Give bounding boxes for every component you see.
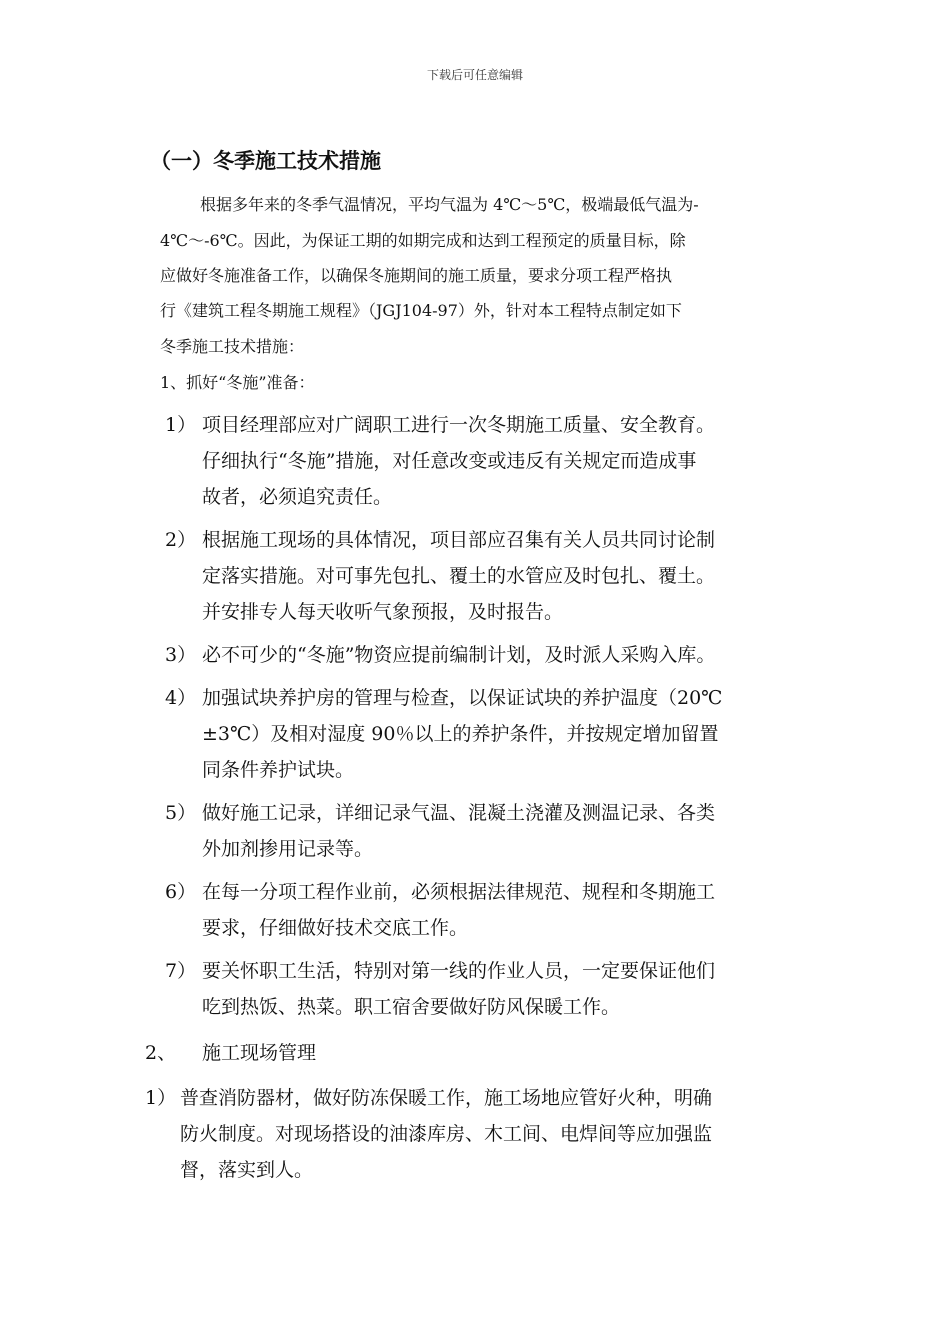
list-item-line: 防火制度。对现场搭设的油漆库房、木工间、电焊间等应加强监	[180, 1123, 713, 1145]
list-item-line: 在每一分项工程作业前，必须根据法律规范、规程和冬期施工	[202, 881, 716, 903]
subsection-number: 2、	[145, 1042, 177, 1064]
subsection-heading: 1、抓好“冬施”准备：	[160, 373, 315, 392]
page-header-note: 下载后可任意编辑	[426, 68, 523, 82]
intro-line: 行《建筑工程冬期施工规程》（JGJ104-97）外，针对本工程特点制定如下	[160, 301, 682, 320]
list-item-line: 普查消防器材，做好防冻保暖工作，施工场地应管好火种，明确	[180, 1087, 713, 1109]
list-item-line: 并安排专人每天收听气象预报，及时报告。	[202, 601, 564, 623]
intro-line: 4℃～-6℃。因此，为保证工期的如期完成和达到工程预定的质量目标，除	[160, 231, 686, 250]
list-item-line: 要关怀职工生活，特别对第一线的作业人员，一定要保证他们	[202, 960, 716, 982]
list-item-line: 要求，仔细做好技术交底工作。	[202, 917, 469, 939]
section-heading: （一）冬季施工技术措施	[150, 149, 381, 173]
list-item-number: 7）	[165, 960, 197, 982]
list-item-line: 定落实措施。对可事先包扎、覆土的水管应及时包扎、覆土。	[202, 565, 716, 587]
list-item-line: 仔细执行“冬施”措施，对任意改变或违反有关规定而造成事	[202, 450, 697, 472]
list-item-number: 5）	[165, 802, 197, 824]
list-item-line: ±3℃）及相对湿度 90％以上的养护条件，并按规定增加留置	[202, 723, 719, 745]
list-item-line: 必不可少的“冬施”物资应提前编制计划，及时派人采购入库。	[202, 644, 716, 666]
list-item-line: 根据施工现场的具体情况，项目部应召集有关人员共同讨论制	[202, 529, 716, 551]
list-item-number: 3）	[165, 644, 197, 666]
intro-line: 冬季施工技术措施：	[160, 337, 305, 356]
intro-line: 应做好冬施准备工作，以确保冬施期间的施工质量，要求分项工程严格执	[160, 266, 673, 285]
subsection-heading: 施工现场管理	[202, 1042, 317, 1064]
intro-line: 根据多年来的冬季气温情况，平均气温为 4℃～5℃，极端最低气温为-	[200, 195, 699, 214]
list-item-line: 项目经理部应对广阔职工进行一次冬期施工质量、安全教育。	[202, 414, 716, 436]
list-item-line: 故者，必须追究责任。	[202, 486, 393, 508]
list-item-number: 1）	[165, 414, 197, 436]
list-item-line: 外加剂掺用记录等。	[202, 838, 374, 860]
list-item-line: 吃到热饭、热菜。职工宿舍要做好防风保暖工作。	[202, 996, 621, 1018]
list-item-line: 做好施工记录，详细记录气温、混凝土浇灌及测温记录、各类	[202, 802, 716, 824]
list-item-number: 4）	[165, 687, 197, 709]
list-item-line: 加强试块养护房的管理与检查，以保证试块的养护温度（20℃	[202, 687, 723, 709]
list-item-number: 6）	[165, 881, 197, 903]
list-item-line: 同条件养护试块。	[202, 759, 355, 781]
list-item-number: 1）	[145, 1087, 177, 1109]
list-item-number: 2）	[165, 529, 197, 551]
list-item-line: 督，落实到人。	[180, 1159, 314, 1181]
